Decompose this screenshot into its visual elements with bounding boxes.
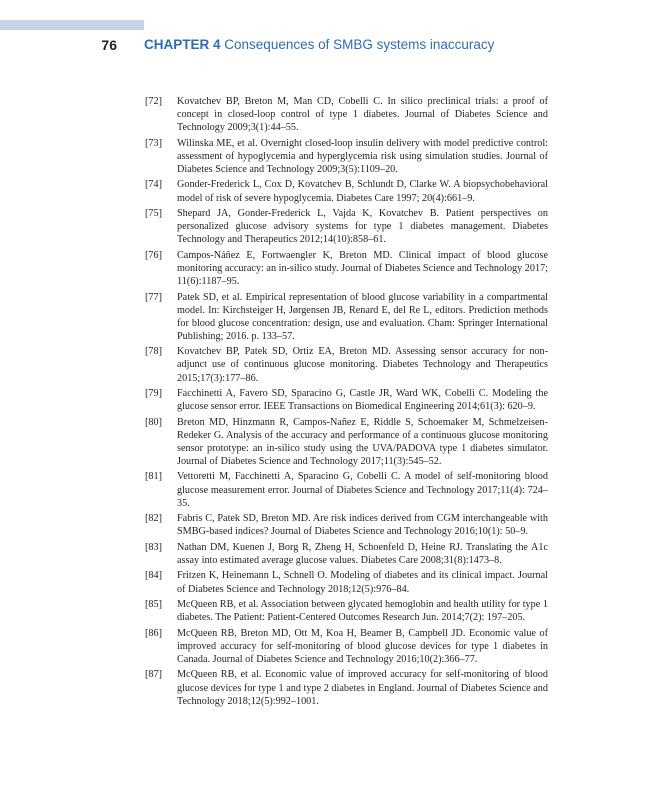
reference-text: Kovatchev BP, Breton M, Man CD, Cobelli C. In silico preclinical trials: a proof of concept in closed-loop control of type 1 diabetes. Journal of Diabetes Science and Technology 2009;3(1):44–55. xyxy=(177,96,548,134)
reference-number: [82] xyxy=(145,513,162,525)
reference-number: [87] xyxy=(145,669,162,681)
reference-number: [72] xyxy=(145,96,162,107)
reference-number: [84] xyxy=(145,570,162,582)
chapter-heading xyxy=(144,35,494,55)
reference-text: Kovatchev BP, Patek SD, Ortiz EA, Breton MD. Assessing sensor accuracy for non-adjunct use of continuous glucose monitoring. Diabetes Technology and Therapeutics 2015;17(3):177–86. xyxy=(177,346,548,384)
reference-text: McQueen RB, Breton MD, Ott M, Koa H, Beamer B, Campbell JD. Economic value of improved accuracy for self-monitoring of blood glucose devices for type 1 diabetes in Canada. Journal of Diabetes Science and Technology 2016;10(2):366–77. xyxy=(177,627,548,665)
reference-number: [75] xyxy=(145,208,162,220)
reference-number: [81] xyxy=(145,471,162,483)
reference-item xyxy=(145,249,548,288)
reference-text: Wilinska ME, et al. Overnight closed-loop insulin delivery with model predictive control: assessment of hypoglycemia and hyperglycemia risk using simulation studies. Journal of Diabetes Science and Technology 2009;3(5):1109–20. xyxy=(177,137,548,175)
reference-text: Campos-Náñez E, Fortwaengler K, Breton MD. Clinical impact of blood glucose monitoring accuracy: an in-silico study. Journal of Diabetes Science and Technology 2017; 11(6):1187–95. xyxy=(177,249,548,287)
reference-item xyxy=(145,207,548,246)
reference-item xyxy=(145,598,548,624)
reference-text: Fabris C, Patek SD, Breton MD. Are risk indices derived from CGM interchangeable with SMBG-based indices? Journal of Diabetes Science and Technology 2016;10(1): 50–9. xyxy=(177,513,548,538)
reference-item xyxy=(145,387,548,413)
reference-text: McQueen RB, et al. Economic value of improved accuracy for self-monitoring of blood glucose devices for type 1 and type 2 diabetes in England. Journal of Diabetes Science and Technology 2018;12(5):992–1001. xyxy=(177,669,548,707)
reference-item xyxy=(145,291,548,343)
reference-number: [83] xyxy=(145,541,162,553)
reference-item xyxy=(145,137,548,176)
reference-item xyxy=(145,569,548,595)
reference-number: [76] xyxy=(145,249,162,261)
reference-item xyxy=(145,178,548,204)
header-color-band xyxy=(0,20,144,30)
reference-item xyxy=(145,416,548,468)
chapter-title: Consequences of SMBG systems inaccuracy xyxy=(224,37,495,52)
reference-number: [73] xyxy=(145,137,162,149)
reference-text: Breton MD, Hinzmann R, Campos-Nañez E, Riddle S, Schoemaker M, Schmelzeisen-Redeker G. Analysis of the accuracy and performance of a continuous glucose monitoring sensor prototype: an in-silico study using the UVA/PADOVA type 1 diabetes simulator. Journal of Diabetes Science and Technology 2017;11(3):545–52. xyxy=(177,416,548,467)
reference-list xyxy=(145,95,548,710)
reference-number: [86] xyxy=(145,627,162,639)
reference-item xyxy=(145,512,548,538)
reference-number: [77] xyxy=(145,291,162,303)
reference-text: McQueen RB, et al. Association between glycated hemoglobin and health utility for type 1 diabetes. The Patient: Patient-Centered Outcomes Research Jun. 2014;7(2): 197–205. xyxy=(177,599,548,624)
reference-text: Patek SD, et al. Empirical representation of blood glucose variability in a compartmental model. In: Kirchsteiger H, Jørgensen JB, Renard E, del Re L, editors. Prediction methods for blood glucose concentration: design, use and evaluation. Cham: Springer International Publishing; 2016. p. 133–57. xyxy=(177,291,548,342)
reference-number: [79] xyxy=(145,388,162,400)
reference-item xyxy=(145,470,548,509)
running-header xyxy=(0,35,648,57)
reference-number: [85] xyxy=(145,599,162,611)
reference-item xyxy=(145,627,548,666)
reference-text: Vettoretti M, Facchinetti A, Sparacino G, Cobelli C. A model of self-monitoring blood glucose measurement error. Journal of Diabetes Science and Technology 2017;11(4): 724–35. xyxy=(177,471,548,509)
reference-text: Nathan DM, Kuenen J, Borg R, Zheng H, Schoenfeld D, Heine RJ. Translating the A1c assay into estimated average glucose values. Diabetes Care 2008;31(8):1473–8. xyxy=(177,541,548,566)
reference-text: Facchinetti A, Favero SD, Sparacino G, Castle JR, Ward WK, Cobelli C. Modeling the glucose sensor error. IEEE Transactions on Biomedical Engineering 2014;61(3): 620–9. xyxy=(177,388,548,413)
page-number: 76 xyxy=(101,37,117,53)
reference-number: [80] xyxy=(145,416,162,428)
reference-item xyxy=(145,345,548,384)
reference-number: [78] xyxy=(145,346,162,358)
reference-text: Shepard JA, Gonder-Frederick L, Vajda K, Kovatchev B. Patient perspectives on personalized glucose advisory systems for type 1 diabetes management. Diabetes Technology and Therapeutics 2012;14(10):858–61. xyxy=(177,208,548,246)
reference-item xyxy=(145,95,548,134)
reference-text: Fritzen K, Heinemann L, Schnell O. Modeling of diabetes and its clinical impact. Journal of Diabetes Science and Technology 2018;12(5):976–84. xyxy=(177,570,548,595)
chapter-label: CHAPTER 4 xyxy=(144,37,221,52)
reference-item xyxy=(145,541,548,567)
reference-text: Gonder-Frederick L, Cox D, Kovatchev B, Schlundt D, Clarke W. A biopsychobehavioral model of risk of severe hypoglycemia. Diabetes Care 1997; 20(4):661–9. xyxy=(177,179,548,204)
reference-item xyxy=(145,668,548,707)
reference-number: [74] xyxy=(145,179,162,191)
